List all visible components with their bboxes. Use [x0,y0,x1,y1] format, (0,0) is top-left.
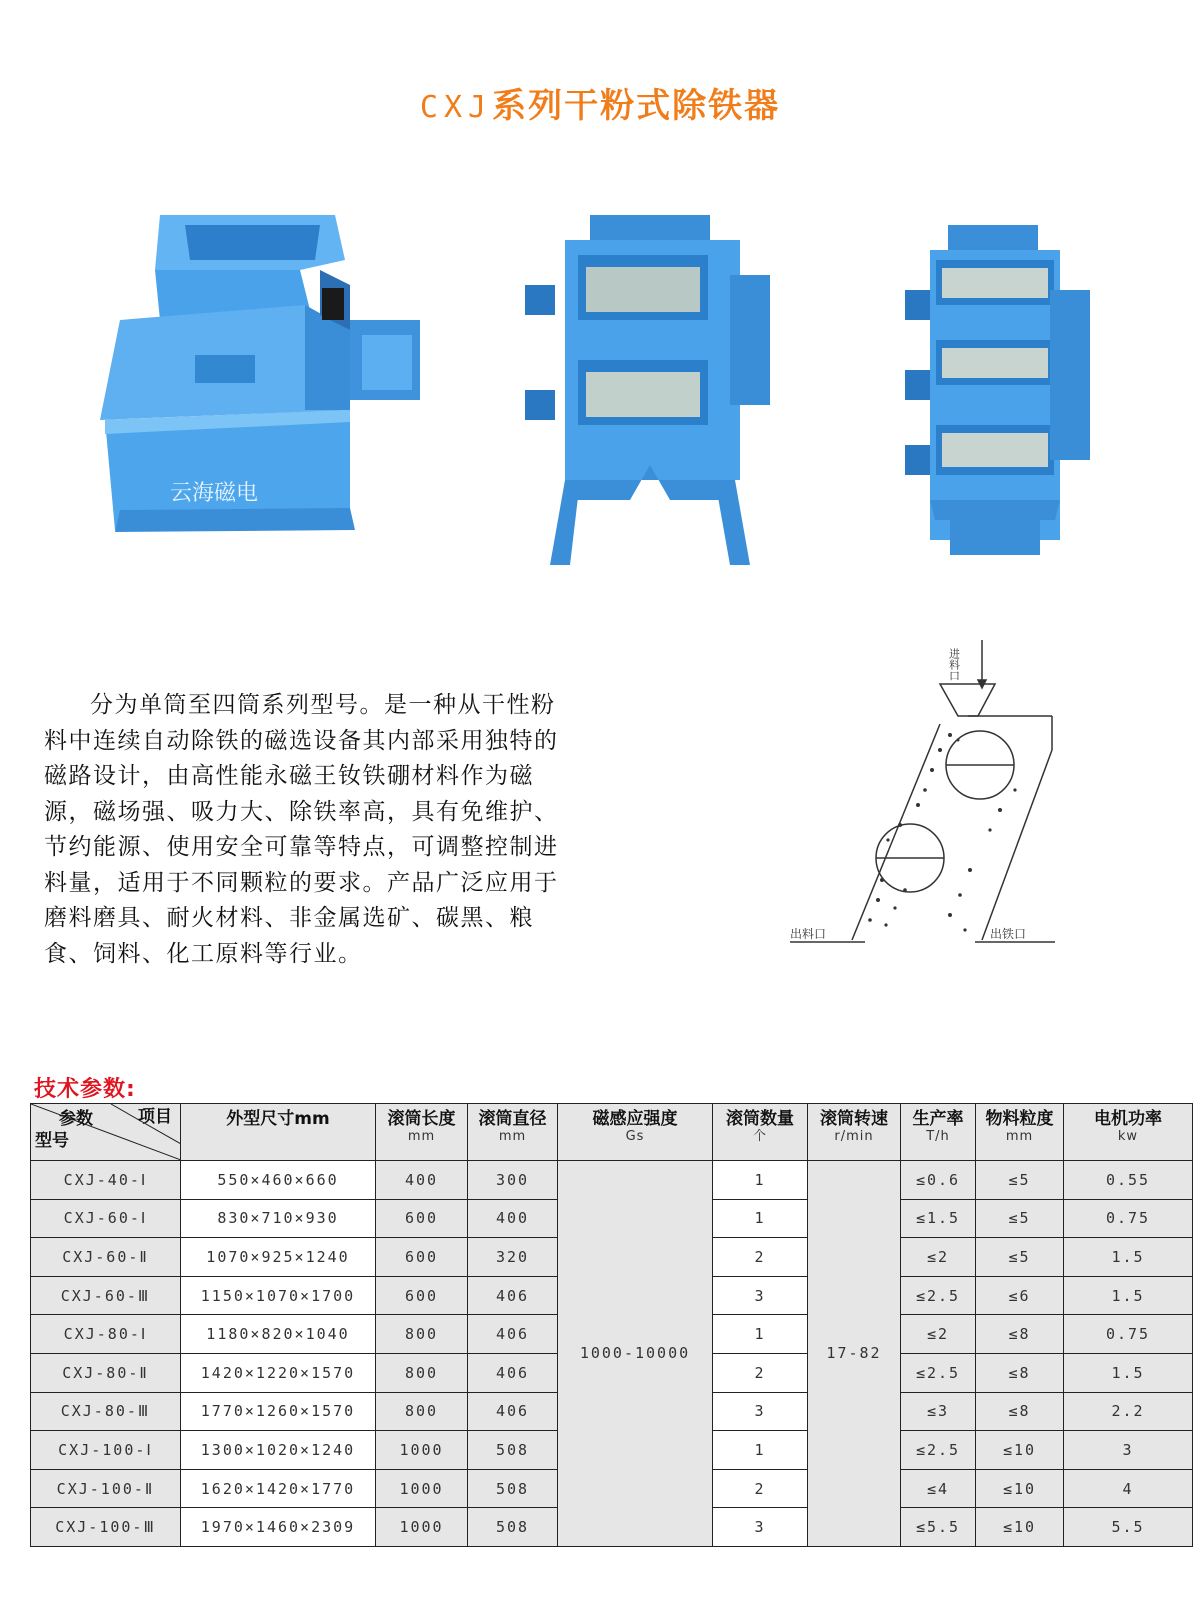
model-cell: CXJ-100-Ⅱ [31,1469,181,1508]
granularity-cell: ≤8 [976,1315,1064,1354]
diameter-cell: 508 [468,1431,558,1470]
model-cell: CXJ-80-Ⅲ [31,1392,181,1431]
granularity-cell: ≤10 [976,1431,1064,1470]
diameter-cell: 406 [468,1392,558,1431]
size-cell: 1970×1460×2309 [181,1508,376,1547]
capacity-cell: ≤2 [901,1315,976,1354]
title-prefix: CXJ [419,90,493,125]
length-cell: 1000 [376,1431,468,1470]
capacity-cell: ≤2.5 [901,1276,976,1315]
length-cell: 600 [376,1238,468,1277]
description-text: 分为单筒至四筒系列型号。是一种从干性粉料中连续自动除铁的磁选设备其内部采用独特的磁路设计，由高性能永磁王钕铁硼材料作为磁源，磁场强、吸力大、除铁率高，具有免维护、节约能源、使用安全可靠等特点，可调整控制进料量，适用于不同颗粒的要求。产品广泛应用于磨料磨具、耐火材料、非金属选矿、碳黑、粮食、饲料、化工原料等行业。 [44,692,559,967]
header-model: 型号 [35,1131,69,1151]
brand-label: 云海磁电 [170,481,259,506]
power-cell: 0.75 [1064,1315,1193,1354]
header-diameter: 滚筒直径 mm [468,1104,558,1161]
size-cell: 1180×820×1040 [181,1315,376,1354]
model-cell: CXJ-100-Ⅲ [31,1508,181,1547]
header-speed: 滚筒转速 r/min [808,1104,901,1161]
drum-speed-cell: 17-82 [808,1161,901,1547]
length-cell: 600 [376,1199,468,1238]
power-cell: 0.75 [1064,1199,1193,1238]
size-cell: 1070×925×1240 [181,1238,376,1277]
count-cell: 1 [713,1315,808,1354]
granularity-cell: ≤8 [976,1392,1064,1431]
capacity-cell: ≤3 [901,1392,976,1431]
granularity-cell: ≤8 [976,1353,1064,1392]
length-cell: 600 [376,1276,468,1315]
diameter-cell: 406 [468,1315,558,1354]
capacity-cell: ≤1.5 [901,1199,976,1238]
inlet-label: 进料口 [947,648,961,681]
size-cell: 1620×1420×1770 [181,1469,376,1508]
header-power: 电机功率 kw [1064,1104,1193,1161]
power-cell: 3 [1064,1431,1193,1470]
size-cell: 1150×1070×1700 [181,1276,376,1315]
magnetic-induction-cell: 1000-10000 [558,1161,713,1547]
capacity-cell: ≤2 [901,1238,976,1277]
model-cell: CXJ-100-Ⅰ [31,1431,181,1470]
power-cell: 5.5 [1064,1508,1193,1547]
size-cell: 1770×1260×1570 [181,1392,376,1431]
diameter-cell: 406 [468,1353,558,1392]
size-cell: 1420×1220×1570 [181,1353,376,1392]
diameter-cell: 508 [468,1508,558,1547]
power-cell: 0.55 [1064,1161,1193,1200]
count-cell: 1 [713,1431,808,1470]
diameter-cell: 406 [468,1276,558,1315]
granularity-cell: ≤5 [976,1161,1064,1200]
capacity-cell: ≤2.5 [901,1431,976,1470]
model-cell: CXJ-60-Ⅰ [31,1199,181,1238]
iron-outlet-label: 出铁口 [990,927,1027,941]
length-cell: 1000 [376,1469,468,1508]
length-cell: 800 [376,1353,468,1392]
size-cell: 830×710×930 [181,1199,376,1238]
spec-table-body [31,1161,1193,1547]
power-cell: 4 [1064,1469,1193,1508]
separator-schematic [790,640,1080,964]
diameter-cell: 320 [468,1238,558,1277]
model-cell: CXJ-60-Ⅱ [31,1238,181,1277]
model-cell: CXJ-40-Ⅰ [31,1161,181,1200]
model-cell: CXJ-80-Ⅱ [31,1353,181,1392]
count-cell: 1 [713,1199,808,1238]
header-granularity: 物料粒度 mm [976,1104,1064,1161]
material-outlet-label: 出料口 [790,927,827,941]
size-cell: 1300×1020×1240 [181,1431,376,1470]
capacity-cell: ≤5.5 [901,1508,976,1547]
count-cell: 1 [713,1161,808,1200]
count-cell: 2 [713,1353,808,1392]
header-param: 参数 [59,1109,93,1129]
count-cell: 2 [713,1238,808,1277]
count-cell: 3 [713,1392,808,1431]
capacity-cell: ≤2.5 [901,1353,976,1392]
power-cell: 1.5 [1064,1238,1193,1277]
double-drum-separator-photo [520,215,780,570]
length-cell: 400 [376,1161,468,1200]
header-magnetic: 磁感应强度 Gs [558,1104,713,1161]
header-capacity: 生产率 T/h [901,1104,976,1161]
header-length: 滚筒长度 mm [376,1104,468,1161]
diameter-cell: 508 [468,1469,558,1508]
power-cell: 2.2 [1064,1392,1193,1431]
header-size: 外型尺寸mm [181,1104,376,1161]
power-cell: 1.5 [1064,1353,1193,1392]
diameter-cell: 400 [468,1199,558,1238]
granularity-cell: ≤5 [976,1238,1064,1277]
header-item: 项目 [138,1107,172,1127]
header-count: 滚筒数量 个 [713,1104,808,1161]
single-drum-separator-photo [100,210,440,540]
product-description [44,688,564,972]
table-row [31,1161,1193,1200]
capacity-cell: ≤4 [901,1469,976,1508]
model-cell: CXJ-60-Ⅲ [31,1276,181,1315]
count-cell: 3 [713,1508,808,1547]
length-cell: 800 [376,1392,468,1431]
size-cell: 550×460×660 [181,1161,376,1200]
length-cell: 800 [376,1315,468,1354]
length-cell: 1000 [376,1508,468,1547]
header-corner-cell [31,1104,181,1161]
diameter-cell: 300 [468,1161,558,1200]
granularity-cell: ≤10 [976,1469,1064,1508]
count-cell: 3 [713,1276,808,1315]
page-title [0,78,1200,127]
table-header-row [31,1104,1193,1161]
granularity-cell: ≤6 [976,1276,1064,1315]
capacity-cell: ≤0.6 [901,1161,976,1200]
power-cell: 1.5 [1064,1276,1193,1315]
granularity-cell: ≤5 [976,1199,1064,1238]
count-cell: 2 [713,1469,808,1508]
granularity-cell: ≤10 [976,1508,1064,1547]
title-main: 系列干粉式除铁器 [492,86,781,126]
triple-drum-separator-photo [900,220,1110,565]
spec-table [30,1103,1193,1547]
model-cell: CXJ-80-Ⅰ [31,1315,181,1354]
spec-heading: 技术参数: [34,1077,136,1102]
